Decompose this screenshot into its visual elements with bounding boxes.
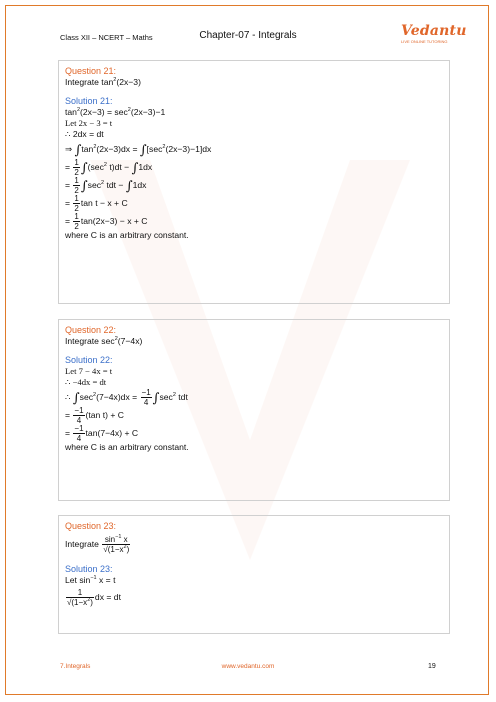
solution-23-line-2: $\frac{1}{√(1-x^2)}$ dx = dt xyxy=(67,588,121,608)
solution-22-line-2: ∴ −4dx = dt xyxy=(65,377,107,387)
question-22-box xyxy=(58,319,450,501)
solution-22-line-1: Let 7 − 4x = t xyxy=(65,366,113,376)
header-chapter-title: Chapter-07 - Integrals xyxy=(199,30,297,41)
solution-21-line-1: $\tan^2(2x-3) = \sec^2(2x-3)-1$ xyxy=(65,107,166,117)
solution-21-line-6: = $\frac{1}{2}$ $\int\sec^2$ tdt − ∫1dx xyxy=(65,176,147,196)
vedantu-logo: Vedantu LIVE ONLINE TUTORING xyxy=(401,23,467,44)
footer-website-link[interactable]: www.vedantu.com xyxy=(221,663,275,670)
solution-22-line-3: ∴ $\int\sec^2(7-4x)dx$ = $\frac{-1}{4}$ $\int\sec^2$ tdt xyxy=(65,388,188,408)
solution-22-line-4: = $\frac{-1}{4}$ (tan t) + C xyxy=(65,406,124,426)
question-21-box xyxy=(58,60,450,304)
question-23-text: Integrate $\frac{\sin^{-1} x}{√(1-x^2)}$ xyxy=(65,534,130,555)
solution-22-label: Solution 22: xyxy=(65,355,113,365)
solution-21-line-2: Let 2x − 3 = t xyxy=(65,118,113,128)
solution-21-line-8: = $\frac{1}{2}$ tan(2x−3) − x + C xyxy=(65,212,148,232)
question-21-text: Integrate $\tan^2(2x-3)$ xyxy=(65,77,141,87)
solution-21-line-4: ⇒ $\int\tan^2(2x-3)dx = \int[\sec^2(2x-3)-1]dx$ xyxy=(65,143,212,158)
solution-22-line-6: where C is an arbitrary constant. xyxy=(65,442,189,452)
question-23-label: Question 23: xyxy=(65,521,117,531)
solution-21-line-5: = $\frac{1}{2}$ $\int(\sec^2$ t)dt − ∫1dx xyxy=(65,158,153,178)
page-number: 19 xyxy=(428,663,436,670)
question-21-label: Question 21: xyxy=(65,66,117,76)
question-22-label: Question 22: xyxy=(65,325,117,335)
solution-21-line-7: = $\frac{1}{2}$ tan t − x + C xyxy=(65,194,128,214)
solution-21-line-3: ∴ 2dx = dt xyxy=(65,129,104,139)
question-23-box xyxy=(58,515,450,634)
question-22-text: Integrate $\sec^2(7-4x)$ xyxy=(65,336,143,346)
solution-22-line-5: = $\frac{-1}{4}$ tan(7−4x) + C xyxy=(65,424,139,444)
solution-23-line-1: Let $\sin^{-1} x = t$ xyxy=(65,575,116,585)
solution-21-label: Solution 21: xyxy=(65,96,113,106)
header-class-label: Class XII – NCERT – Maths xyxy=(60,33,153,42)
solution-21-line-9: where C is an arbitrary constant. xyxy=(65,230,189,240)
solution-23-label: Solution 23: xyxy=(65,564,113,574)
footer-chapter: 7.Integrals xyxy=(60,663,91,670)
